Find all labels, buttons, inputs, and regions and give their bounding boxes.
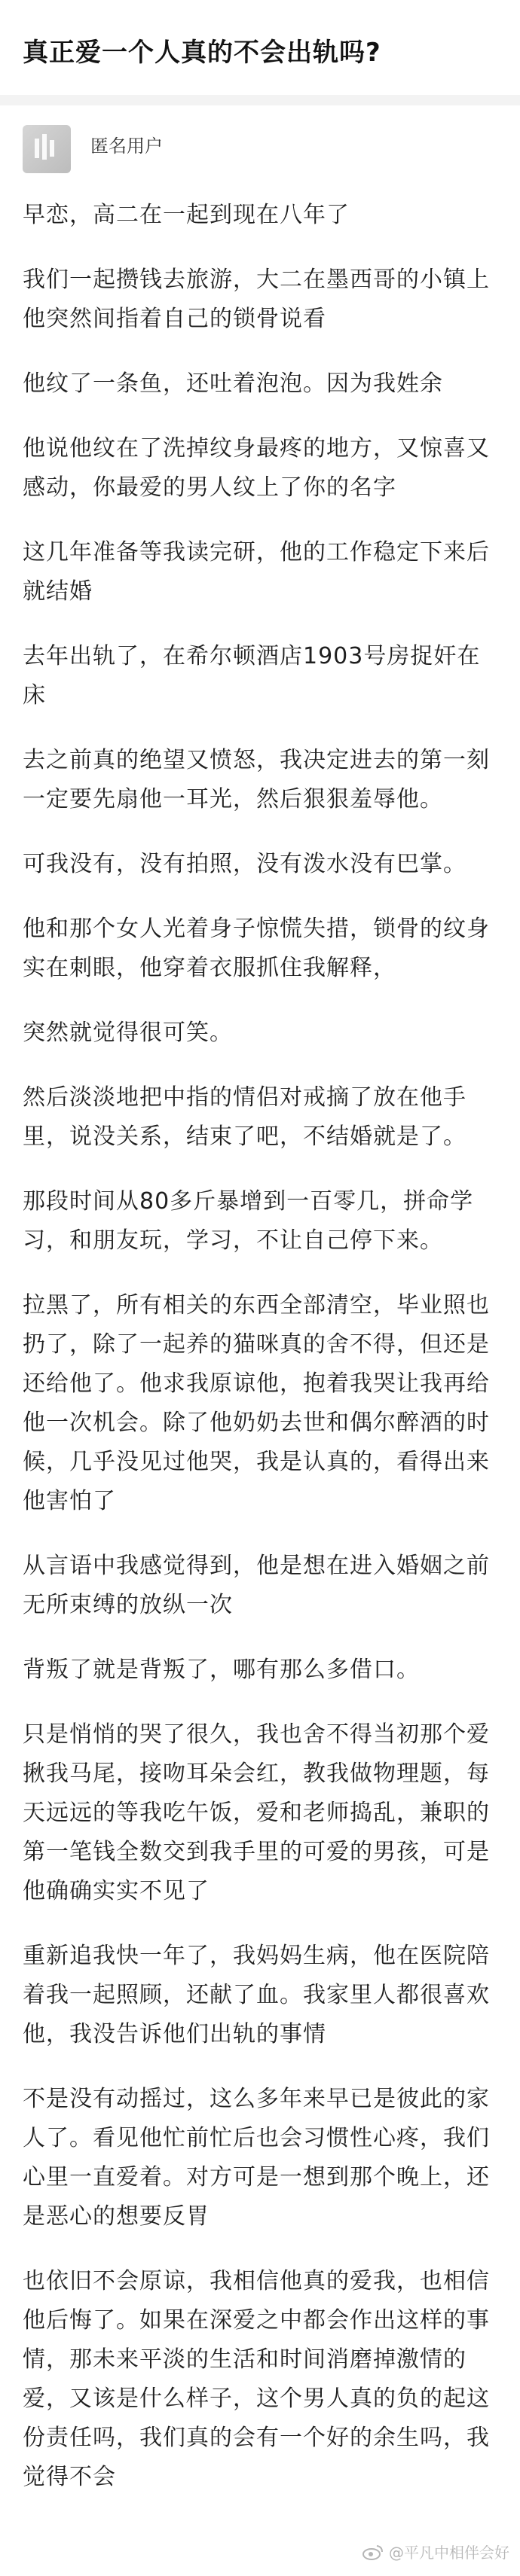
avatar-silhouette-icon bbox=[32, 131, 62, 167]
watermark bbox=[362, 2541, 509, 2562]
answer-paragraph: 拉黑了，所有相关的东西全部清空，毕业照也扔了，除了一起养的猫咪真的舍不得，但还是还给他了。他求我原谅他，抱着我哭让我再给他一次机会。除了他奶奶去世和偶尔醉酒的时候，几乎没见过他哭，我是认真的，看得出来他害怕了 bbox=[23, 1292, 490, 1514]
answer-paragraph: 突然就觉得很可笑。 bbox=[23, 1020, 233, 1046]
question-title[interactable]: 真正爱一个人真的不会出轨吗? bbox=[23, 38, 381, 68]
answer-paragraph: 从言语中我感觉得到，他是想在进入婚姻之前无所束缚的放纵一次 bbox=[23, 1553, 490, 1618]
author-row[interactable] bbox=[0, 105, 520, 181]
answer-paragraph: 然后淡淡地把中指的情侣对戒摘了放在他手里，说没关系，结束了吧，不结婚就是了。 bbox=[23, 1084, 466, 1150]
answer-paragraph: 去年出轨了，在希尔顿酒店1903号房捉奸在床 bbox=[23, 643, 481, 709]
answer-paragraph: 去之前真的绝望又愤怒，我决定进去的第一刻一定要先扇他一耳光，然后狠狠羞辱他。 bbox=[23, 747, 490, 812]
answer-body bbox=[0, 181, 520, 2497]
answer-paragraph: 不是没有动摇过，这么多年来早已是彼此的家人了。看见他忙前忙后也会习惯性心疼，我们心里一直爱着。对方可是一想到那个晚上，还是恶心的想要反胃 bbox=[23, 2086, 490, 2230]
answer-paragraph: 我们一起攒钱去旅游，大二在墨西哥的小镇上他突然间指着自己的锁骨说看 bbox=[23, 267, 490, 332]
watermark-text: @平凡中相伴会好 bbox=[389, 2544, 509, 2562]
anonymous-avatar-icon[interactable] bbox=[23, 125, 71, 173]
author-name[interactable]: 匿名用户 bbox=[90, 135, 163, 157]
answer-paragraph: 早恋，高二在一起到现在八年了 bbox=[23, 202, 350, 228]
answer-paragraph: 他纹了一条鱼，还吐着泡泡。因为我姓余 bbox=[23, 370, 443, 397]
answer-paragraph: 他说他纹在了洗掉纹身最疼的地方，又惊喜又感动，你最爱的男人纹上了你的名字 bbox=[23, 435, 490, 501]
answer-paragraph: 这几年准备等我读完研，他的工作稳定下来后就结婚 bbox=[23, 539, 490, 605]
answer-paragraph: 重新追我快一年了，我妈妈生病，他在医院陪着我一起照顾，还献了血。我家里人都很喜欢他，我没告诉他们出轨的事情 bbox=[23, 1943, 490, 2047]
question-header bbox=[0, 0, 520, 105]
answer-paragraph: 背叛了就是背叛了，哪有那么多借口。 bbox=[23, 1657, 420, 1683]
answer-paragraph: 他和那个女人光着身子惊慌失措，锁骨的纹身实在刺眼，他穿着衣服抓住我解释， bbox=[23, 916, 490, 981]
answer-paragraph: 那段时间从80多斤暴增到一百零几，拼命学习，和朋友玩，学习，不让自己停下来。 bbox=[23, 1188, 474, 1254]
answer-paragraph: 也依旧不会原谅，我相信他真的爱我，也相信他后悔了。如果在深爱之中都会作出这样的事情，那未来平淡的生活和时间消磨掉激情的爱，又该是什么样子，这个男人真的负的起这份责任吗，我们真的会有一个好的余生吗，我觉得不会 bbox=[23, 2268, 490, 2490]
answer-paragraph: 只是悄悄的哭了很久，我也舍不得当初那个爱揪我马尾，接吻耳朵会红，教我做物理题，每天远远的等我吃午饭，爱和老师捣乱，兼职的第一笔钱全数交到我手里的可爱的男孩，可是他确确实实不见了 bbox=[23, 1721, 490, 1904]
weibo-icon bbox=[362, 2544, 384, 2560]
answer-paragraph: 可我没有，没有拍照，没有泼水没有巴掌。 bbox=[23, 851, 466, 877]
